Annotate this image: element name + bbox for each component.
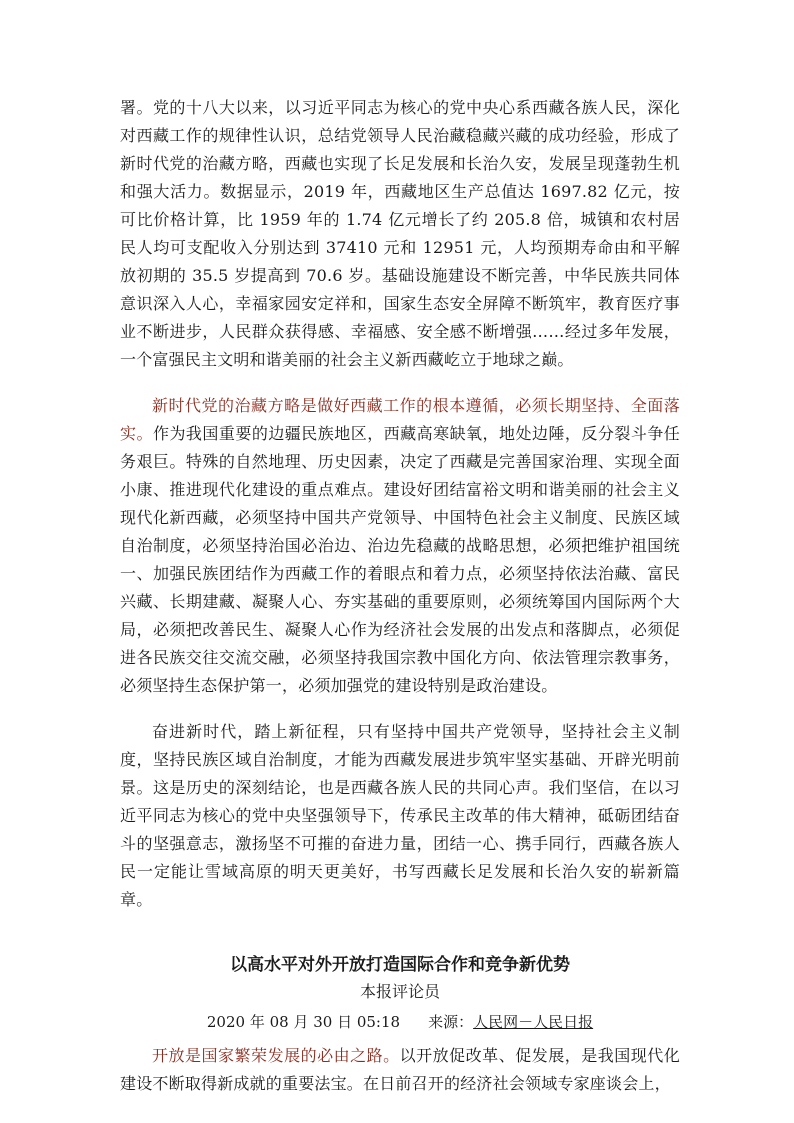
- paragraph-lead-highlight: 新时代党的治藏方略是做好西藏工作的根本遵循，必须长期坚持、全面落实。: [120, 396, 680, 443]
- body-paragraph-3: 奋进新时代，踏上新征程，只有坚持中国共产党领导，坚持社会主义制度，坚持民族区域自治制度，才能为西藏发展进步筑牢坚实基础、开辟光明前景。这是历史的深刻结论，也是西藏各族人民的共同心声。我们坚信，在以习近平同志为核心的党中央坚强领导下，传承民主改革的伟大精神，砥砺团结奋斗的坚强意志，激扬坚不可摧的奋进力量，团结一心、携手同行，西藏各族人民一定能让雪域高原的明天更美好，书写西藏长足发展和长治久安的崭新篇章。: [120, 722, 680, 909]
- publish-datetime: 2020 年 08 月 30 日 05:18: [206, 1013, 401, 1031]
- body-paragraph-1: 署。党的十八大以来，以习近平同志为核心的党中央心系西藏各族人民，深化对西藏工作的规律性认识，总结党领导人民治藏稳藏兴藏的成功经验，形成了新时代党的治藏方略，西藏也实现了长足发展和长治久安，发展呈现蓬勃生机和强大活力。数据显示，2019 年，西藏地区生产总值达 1697.82 亿元，按可比价格计算，比 1959 年的 1.74 亿元增长了约 205.8 倍，城镇和农村居民人均可支配收入分别达到 37410 元和 12951 元，人均预期寿命由和平解放初期的 35.5 岁提高到 70.6 岁。基础设施建设不断完善，中华民族共同体意识深入人心，幸福家园安定祥和，国家生态安全屏障不断筑牢，教育医疗事业不断进步，人民群众获得感、幸福感、安全感不断增强……经过多年发展，一个富强民主文明和谐美丽的社会主义新西藏屹立于地球之巅。: [120, 98, 680, 369]
- article2-paragraph-1: [120, 1042, 680, 1098]
- article-byline: 本报评论员: [359, 982, 440, 1001]
- article-meta: [120, 1010, 680, 1034]
- source-link[interactable]: 人民网－人民日报: [473, 1013, 594, 1031]
- source-label: 来源：: [428, 1013, 474, 1031]
- document-page: [120, 94, 680, 1116]
- body-paragraph-2: [120, 392, 680, 700]
- paragraph-body-text: 作为我国重要的边疆民族地区，西藏高寒缺氧，地处边陲，反分裂斗争任务艰巨。特殊的自然地理、历史因素，决定了西藏是完善国家治理、实现全面小康、推进现代化建设的重点难点。建设好团结富裕文明和谐美丽的社会主义现代化新西藏，必须坚持中国共产党领导、中国特色社会主义制度、民族区域自治制度，必须坚持治国必治边、治边先稳藏的战略思想，必须把维护祖国统一、加强民族团结作为西藏工作的着眼点和着力点，必须坚持依法治藏、富民兴藏、长期建藏、凝聚人心、夯实基础的重要原则，必须统筹国内国际两个大局，必须把改善民生、凝聚人心作为经济社会发展的出发点和落脚点，必须促进各民族交往交流交融，必须坚持我国宗教中国化方向、依法管理宗教事务，必须坚持生态保护第一，必须加强党的建设特别是政治建设。: [120, 424, 681, 695]
- paragraph-lead-highlight: 开放是国家繁荣发展的必由之路。: [152, 1046, 400, 1065]
- paragraph-body-text: 以开放促改革、促发展，是我国现代化建设不断取得新成就的重要法宝。在日前召开的经济社会领域专家座谈会上，: [120, 1046, 680, 1093]
- article-title: 以高水平对外开放打造国际合作和竞争新优势: [230, 955, 570, 975]
